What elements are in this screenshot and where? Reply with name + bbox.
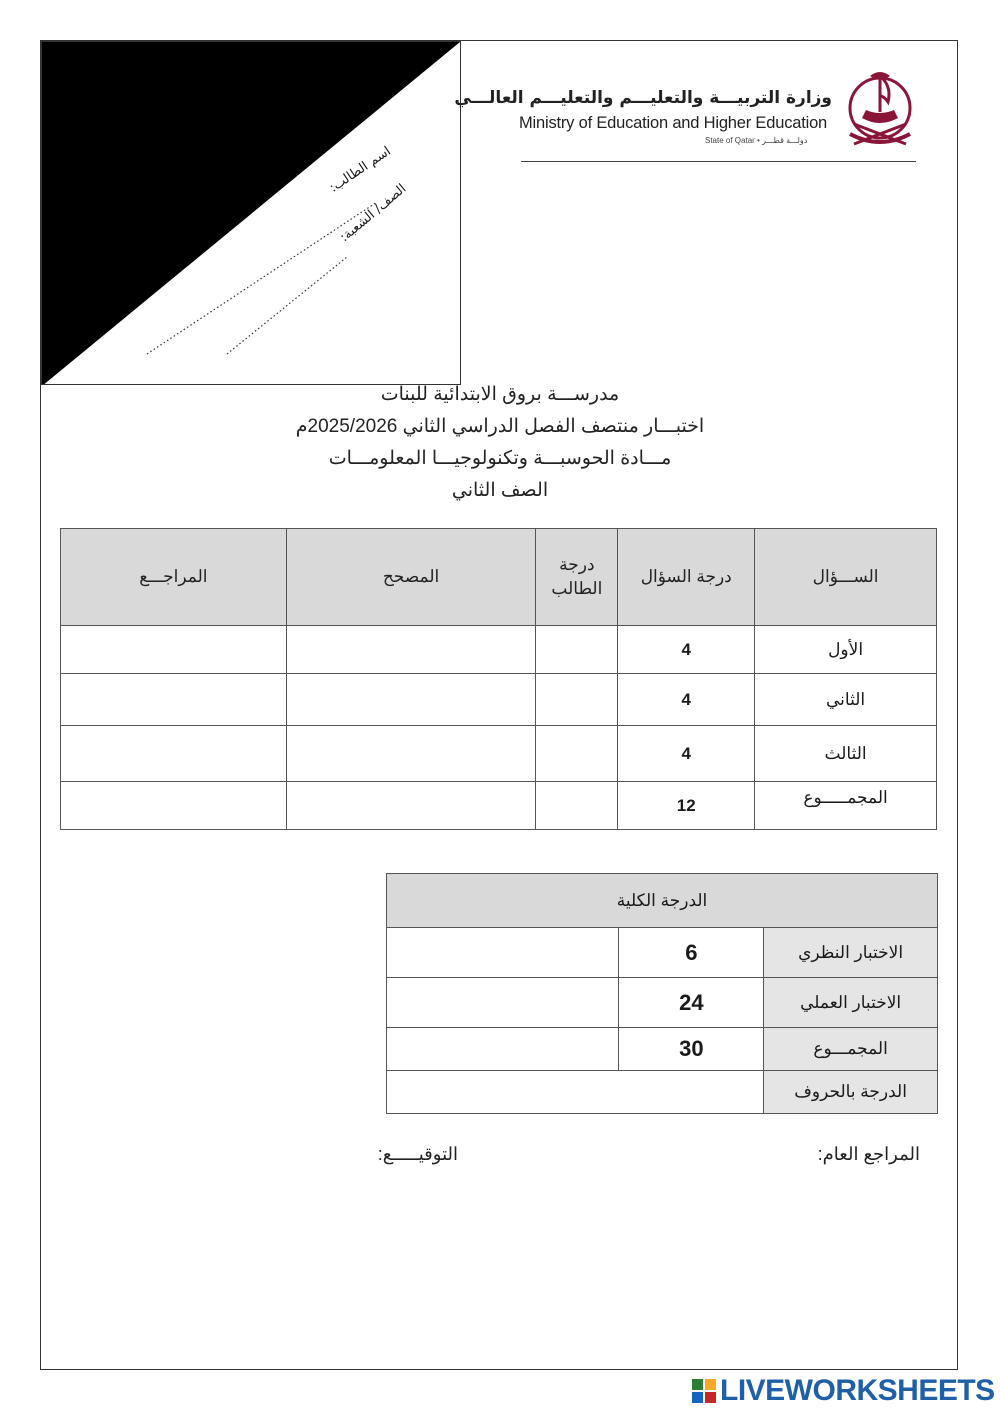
student-score-cell[interactable] <box>536 726 618 782</box>
question-score-cell: 4 <box>618 674 755 726</box>
table-row <box>387 928 938 978</box>
qatar-emblem-icon <box>840 66 920 150</box>
liveworksheets-watermark: LIVEWORKSHEETS <box>720 1374 995 1407</box>
subject-title: مـــادة الحوسبـــة وتكنولوجيـــا المعلومـــات <box>328 448 672 469</box>
signature-label: التوقيـــــع: <box>377 1144 458 1164</box>
theory-score: 6 <box>619 928 764 978</box>
total-grade-table <box>386 873 938 1114</box>
student-score-cell[interactable] <box>536 626 618 674</box>
table-row <box>61 782 937 830</box>
corrector-cell[interactable] <box>286 726 536 782</box>
school-name: مدرســـة بروق الابتدائية للبنات <box>380 384 620 405</box>
general-reviewer-label: المراجع العام: <box>817 1144 920 1164</box>
total-label: المجمـــوع <box>764 1028 938 1071</box>
question-score-header: درجة السؤال <box>618 529 755 626</box>
reviewer-header: المراجـــع <box>61 529 287 626</box>
table-row <box>61 674 937 726</box>
ministry-name-english: Ministry of Education and Higher Education <box>519 114 828 132</box>
table-row <box>61 626 937 674</box>
student-score-header: درجة الطالب <box>536 529 618 626</box>
practical-label: الاختبار العملي <box>764 978 938 1028</box>
class-section-label: الصف/ الشعبة: <box>337 181 410 246</box>
question-score-cell: 4 <box>618 626 755 674</box>
question-cell: الثاني <box>755 674 937 726</box>
theory-label: الاختبار النظري <box>764 928 938 978</box>
corrector-cell[interactable] <box>286 626 536 674</box>
reviewer-cell[interactable] <box>61 782 287 830</box>
grade-in-letters-label: الدرجة بالحروف <box>764 1071 938 1114</box>
ministry-name-arabic: وزارة التربيـــة والتعليـــم والتعليـــم العالـــي <box>454 88 832 108</box>
reviewer-cell[interactable] <box>61 626 287 674</box>
table-row <box>387 1071 938 1114</box>
class-dotted-line <box>227 257 347 354</box>
question-cell: الأول <box>755 626 937 674</box>
question-header: الســـؤال <box>755 529 937 626</box>
grade-in-letters-cell[interactable] <box>387 1071 764 1114</box>
score-entry-cell[interactable] <box>387 1028 619 1071</box>
grades-table <box>60 528 937 830</box>
reviewer-cell[interactable] <box>61 726 287 782</box>
reviewer-cell[interactable] <box>61 674 287 726</box>
table-row <box>387 1028 938 1071</box>
score-entry-cell[interactable] <box>387 928 619 978</box>
table-row <box>61 726 937 782</box>
question-cell: الثالث <box>755 726 937 782</box>
student-name-label: اسم الطالب: <box>326 143 394 196</box>
student-score-cell[interactable] <box>536 674 618 726</box>
corrector-cell[interactable] <box>286 674 536 726</box>
corrector-cell[interactable] <box>286 782 536 830</box>
student-score-cell[interactable] <box>536 782 618 830</box>
total-grade-title: الدرجة الكلية <box>387 874 938 928</box>
question-score-cell: 4 <box>618 726 755 782</box>
state-of-qatar-label: State of Qatar • دولـــة قطـــر <box>705 136 808 145</box>
score-entry-cell[interactable] <box>387 978 619 1028</box>
logo-divider <box>521 161 916 162</box>
exam-title: اختبـــار منتصف الفصل الدراسي الثاني 2025/2026م <box>295 416 705 437</box>
table-row <box>387 978 938 1028</box>
corrector-header: المصحح <box>286 529 536 626</box>
grade-title: الصف الثاني <box>451 480 549 501</box>
student-info-box <box>41 41 461 385</box>
total-label-cell: المجمـــــوع <box>755 782 937 830</box>
total-score-cell: 12 <box>618 782 755 830</box>
liveworksheets-logo-icon <box>692 1379 716 1403</box>
practical-score: 24 <box>619 978 764 1028</box>
diagonal-fill <box>42 42 461 385</box>
total-score: 30 <box>619 1028 764 1071</box>
